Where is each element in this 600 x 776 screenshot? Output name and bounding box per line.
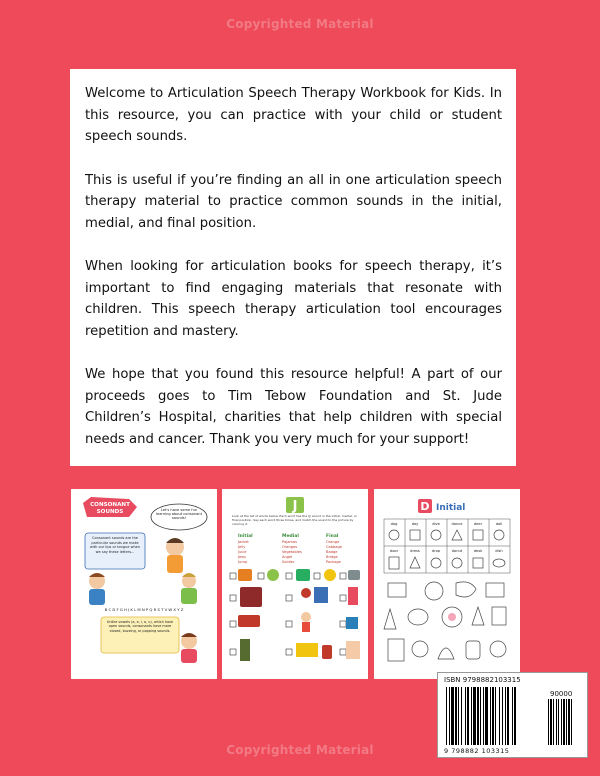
blurb-paragraph-3: When looking for articulation books for speech therapy, it’s important to find engaging materials that resonate with children. This speech therapy articulation tool encourages repetition and mastery. (85, 259, 502, 339)
alphabet-row: B C D F G H J K L M N P Q R S T V W X Y Z (104, 607, 184, 612)
word: Soldier (282, 560, 295, 564)
word: Package (326, 560, 341, 564)
word: Pajamas (282, 540, 297, 544)
preview-page-d-initial (374, 489, 520, 679)
preview-page-j-sound (222, 489, 368, 679)
word: dance (451, 522, 463, 526)
speech-bubble-text: Let's have some fun learning about consonant sounds! (155, 508, 202, 521)
word: dish (495, 549, 503, 553)
d-initial-illustration (374, 489, 520, 679)
word: Juice (238, 550, 247, 554)
blurb-paragraph-1: Welcome to Articulation Speech Therapy Workbook for Kids. In this resource, you can practice with your child or student speech sounds. (85, 86, 502, 144)
isbn-label: ISBN 9798882103315 (444, 676, 521, 684)
instructions-text: Look at the list of words below. Each word has the /J/ sound in the initial, medial, or final position. Say each word three times, and match the sound to the picture by coloring it. (232, 515, 357, 526)
isbn-digits: 9 798882 103315 (444, 747, 510, 755)
j-sound-illustration (222, 489, 368, 679)
word: donut (451, 549, 463, 553)
word: Jeep (238, 555, 246, 559)
column-initial: Initial (238, 534, 253, 539)
word: Badge (326, 550, 338, 554)
word: desk (473, 549, 483, 553)
preview-page-consonant-sounds (71, 489, 217, 679)
consonant-sounds-illustration (71, 489, 217, 679)
word: doll (495, 522, 503, 526)
title-line1: CONSONANT (90, 502, 130, 508)
column-final: Final (326, 534, 339, 539)
explanation-box-text: Consonant sounds are the particular sounds we make with our lips or tongue when we say these letters... (89, 536, 141, 554)
word: day (411, 522, 419, 526)
word: dress (410, 549, 420, 553)
blurb-paragraph-2: This is useful if you’re finding an all in one articulation speech therapy material to practice common sounds in the initial, medial, and final position. (85, 172, 502, 231)
back-cover-blurb (70, 69, 516, 466)
letter-d: D (420, 500, 430, 513)
word: Angel (282, 555, 293, 559)
word: Jelly (238, 545, 246, 549)
word: Jump (238, 560, 248, 564)
title-initial: Initial (436, 503, 466, 513)
word: Orange (326, 540, 340, 544)
word: dive (432, 522, 440, 526)
word: Jacket (238, 540, 249, 544)
word: drop (431, 549, 441, 553)
word: Vegetables (282, 550, 302, 554)
word: deer (473, 522, 483, 526)
blurb-paragraph-4: We hope that you found this resource helpful! A part of our proceeds goes to Tim Tebow Foundation and St. Jude Children’s Hospital, charities that help children with special needs and cancer. Thank you very much for your support! (85, 367, 502, 447)
word: Oranges (282, 545, 298, 549)
word: door (389, 549, 399, 553)
title-line2: SOUNDS (96, 509, 124, 515)
column-medial: Medial (282, 534, 299, 539)
footer-box-text: Unlike vowels (a, e, i, o, u), which have open sounds, consonants have more closed, buzzing, or popping sounds. (106, 620, 174, 633)
watermark-top: Copyrighted Material (226, 17, 374, 31)
isbn-price-code: 90000 (550, 690, 573, 698)
watermark-bottom: Copyrighted Material (226, 743, 374, 757)
word: Bridge (326, 555, 338, 559)
word: dog (390, 522, 398, 526)
word: Cabbage (326, 545, 342, 549)
barcode-icon (444, 687, 584, 747)
letter-j: J (292, 499, 298, 514)
